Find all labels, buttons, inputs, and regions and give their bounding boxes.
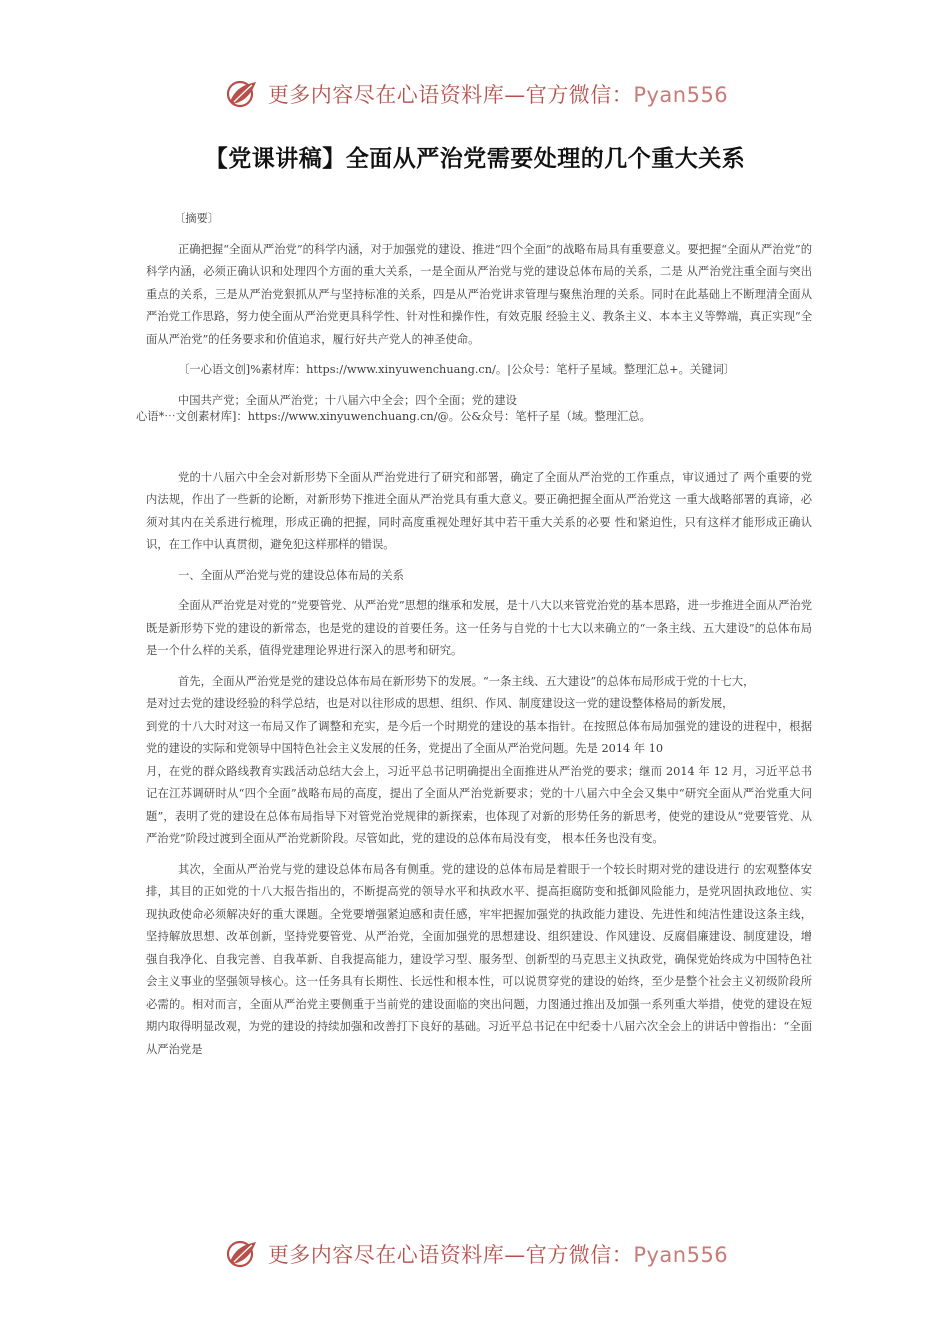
paragraph: 全面从严治党是对党的“党要管党、从严治党”思想的继承和发展，是十八大以来管党治党的基本思路，进一步推进全面从严治党既是新形势下党的建设的新常态，也是党的建设的首要任务。这一任务与自党的十七大以来确立的“一条主线、五大建设”的总体布局是一个什么样的关系，值得党建理论界进行深入的思考和研究。 [146,599,812,657]
paragraph-line: 到党的十八大时对这一布局又作了调整和充实，是今后一个时期党的建设的基本指针。在按照总体布局加强党的建设的进程中，根据党的建设的实际和党领导中国特色社会主义发展的任务，党提出了全面从严治党问题。先是 2014 年 10 [146,719,812,755]
banner-text: 更多内容尽在心语资料库—官方微信： [267,1243,634,1267]
paragraph-continued: 月，在党的群众路线教育实践活动总结大会上，习近平总书记明确提出全面推进从严治党的要求；继而 2014 年 12 月，习近平总书记在江苏调研时从“四个全面”战略布局的高度，提出了全面从严治党新要求；党的十八届六中全会又集中“研究全面从严治党重大问题”，表明了党的建设在总体布局指导下对管党治党规律的新探索，也体现了对新的形势任务的新思考，使党的建设从“党要管党、从严治党”阶段过渡到全面从严治党新阶段。尽管如此，党的建设的总体布局没有变， 根本任务也没有变。 [146,764,812,845]
article-body [136,208,812,1061]
banner-wechat-id: Pyan556 [633,83,729,107]
source-note-2: 心语*⋯文创素材库]：https://www.xinyuwenchuang.cn/@。公&众号：笔杆子星（域。整理汇总。 [136,410,651,423]
leaf-logo-icon [222,1236,262,1272]
paragraph-first-line: 首先，全面从严治党是党的建设总体布局在新形势下的发展。“一条主线、五大建设”的总体布局形成于党的十七大， [178,674,755,688]
keywords: 中国共产党；全面从严治党；十八届六中全会；四个全面；党的建设 [178,393,517,407]
paragraph-line: 是对过去党的建设经验的科学总结，也是对以往形成的思想、组织、作风、制度建设这一党的建设整体格局的新发展， [146,697,734,710]
page-title: 【党课讲稿】全面从严治党需要处理的几个重大关系 [204,146,746,172]
banner-wechat-id: Pyan556 [633,1243,729,1267]
header-banner [0,76,950,112]
leaf-logo-icon [222,76,262,112]
footer-banner [0,1236,950,1272]
section-heading: 一、全面从严治党与党的建设总体布局的关系 [178,568,404,582]
banner-text: 更多内容尽在心语资料库—官方微信： [267,83,634,107]
abstract-paragraph: 正确把握“全面从严治党”的科学内涵，对于加强党的建设、推进“四个全面”的战略布局具有重要意义。要把握“全面从严治党”的科学内涵，必须正确认识和处理四个方面的重大关系，一是全面从严治党与党的建设总体布局的关系，二是 从严治党注重全面与突出重点的关系，三是从严治党狠抓从严与坚持标准的关系，四是从严治党讲求管理与聚焦治理的关系。同时在此基础上不断理清全面从严治党工作思路，努力使全面从严治党更具科学性、针对性和操作性，有效克服 经验主义、教条主义、本本主义等弊端，真正实现“全面从严治党”的任务要求和价值追求，履行好共产党人的神圣使命。 [146,242,812,346]
paragraph-intro: 党的十八届六中全会对新形势下全面从严治党进行了研究和部署，确定了全面从严治党的工作重点，审议通过了 两个重要的党内法规，作出了一些新的论断，对新形势下推进全面从严治党具有重大意义。要正确把握全面从严治党这 一重大战略部署的真谛，必须对其内在关系进行梳理，形成正确的把握，同时高度重视处理好其中若干重大关系的必要 性和紧迫性，只有这样才能形成正确认识，在工作中认真贯彻，避免犯这样那样的错误。 [146,470,812,551]
source-note: 〔一心语文创]%素材库：https://www.xinyuwenchuang.cn/。|公众号：笔杆子星域。整理汇总+。关键词〕 [178,363,736,376]
abstract-label: 〔摘要〕 [174,212,220,225]
paragraph: 其次，全面从严治党与党的建设总体布局各有侧重。党的建设的总体布局是着眼于一个较长时期对党的建设进行 的宏观整体安排，其目的正如党的十八大报告指出的，不断提高党的领导水平和执政水平、提高拒腐防变和抵御风险能力，是党巩固执政地位、实现执政使命必须解决好的重大课题。全党要增强紧迫感和责任感，牢牢把握加强党的执政能力建设、先进性和纯洁性建设这条主线，坚持解放思想、改革创新，坚持党要管党、从严治党，全面加强党的思想建设、组织建设、作风建设、反腐倡廉建设、制度建设，增强自我净化、自我完善、自我革新、自我提高能力，建设学习型、服务型、创新型的马克思主义执政党，确保党始终成为中国特色社会主义事业的坚强领导核心。这一任务具有长期性、长远性和根本性，可以说贯穿党的建设的始终，至少是整个社会主义初级阶段所必需的。相对而言，全面从严治党主要侧重于当前党的建设面临的突出问题，力图通过推出及加强一系列重大举措，使党的建设在短期内取得明显改观，为党的建设的持续加强和改善打下良好的基础。习近平总书记在中纪委十八届六次全会上的讲话中曾指出：“全面从严治党是 [146,862,812,1056]
